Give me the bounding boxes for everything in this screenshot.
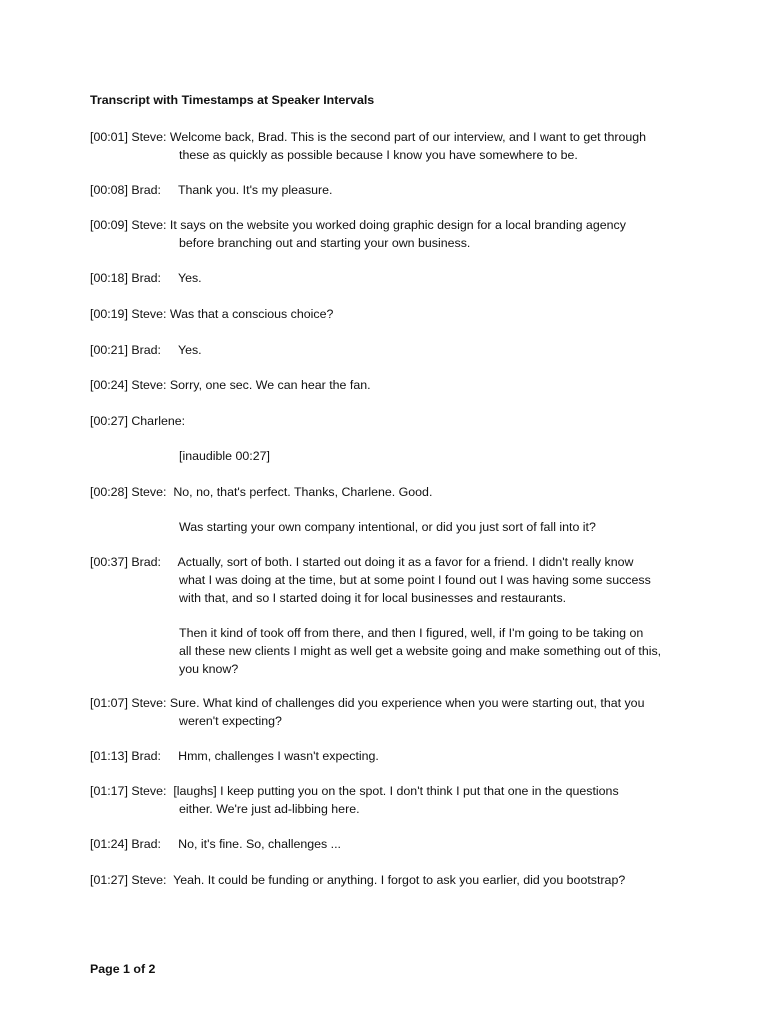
transcript-line: what I was doing at the time, but at some point I found out I was having some success [179,573,651,587]
transcript-line: [00:09] Steve: It says on the website you worked doing graphic design for a local branding agency [90,218,626,232]
transcript-line: Was starting your own company intentional, or did you just sort of fall into it? [179,520,596,534]
transcript-entry [90,747,690,765]
transcript-entry [90,269,690,287]
transcript-line: [00:28] Steve: No, no, that's perfect. Thanks, Charlene. Good. [90,485,433,499]
transcript-line: [01:07] Steve: Sure. What kind of challenges did you experience when you were starting out, that you [90,696,645,710]
transcript-line: before branching out and starting your own business. [179,236,471,250]
transcript-entry [90,128,690,164]
transcript-entry [90,341,690,359]
transcript-entry [90,305,690,323]
transcript-entry [90,376,690,394]
transcript-line: [01:27] Steve: Yeah. It could be funding or anything. I forgot to ask you earlier, did you bootstrap? [90,873,626,887]
transcript-entry [90,216,690,252]
transcript-entry [90,624,690,678]
transcript-line: [00:24] Steve: Sorry, one sec. We can hear the fan. [90,378,371,392]
transcript-line: these as quickly as possible because I know you have somewhere to be. [179,148,578,162]
transcript-line: [00:18] Brad: Yes. [90,271,202,285]
transcript-line: with that, and so I started doing it for local businesses and restaurants. [179,591,567,605]
transcript-line: [00:01] Steve: Welcome back, Brad. This is the second part of our interview, and I want to get through [90,130,647,144]
transcript-entry [90,447,690,465]
transcript-line: [01:13] Brad: Hmm, challenges I wasn't expecting. [90,749,379,763]
transcript-line: you know? [179,662,239,676]
transcript-entry [90,483,690,501]
transcript-entry [90,181,690,199]
transcript-line: all these new clients I might as well get a website going and make something out of this, [179,644,662,658]
transcript-entry [90,553,690,607]
page-footer: Page 1 of 2 [90,962,156,976]
transcript-line: [00:19] Steve: Was that a conscious choice? [90,307,334,321]
transcript-line: Then it kind of took off from there, and then I figured, well, if I'm going to be taking on [179,626,644,640]
transcript-entry [90,782,690,818]
transcript-entry [90,871,690,889]
transcript-line: [inaudible 00:27] [179,449,270,463]
transcript-line: weren't expecting? [179,714,282,728]
transcript-entry [90,835,690,853]
transcript-line: [00:27] Charlene: [90,414,186,428]
transcript-line: [00:21] Brad: Yes. [90,343,202,357]
transcript-entry [90,412,690,430]
transcript-line: [01:24] Brad: No, it's fine. So, challenges ... [90,837,342,851]
transcript-line: [00:37] Brad: Actually, sort of both. I started out doing it as a favor for a friend. I didn't really know [90,555,634,569]
transcript-line: either. We're just ad-libbing here. [179,802,360,816]
transcript-entry [90,694,690,730]
transcript-entry [90,518,690,536]
transcript-line: [01:17] Steve: [laughs] I keep putting you on the spot. I don't think I put that one in the questions [90,784,619,798]
page-title: Transcript with Timestamps at Speaker Intervals [90,93,375,107]
transcript-line: [00:08] Brad: Thank you. It's my pleasure. [90,183,333,197]
